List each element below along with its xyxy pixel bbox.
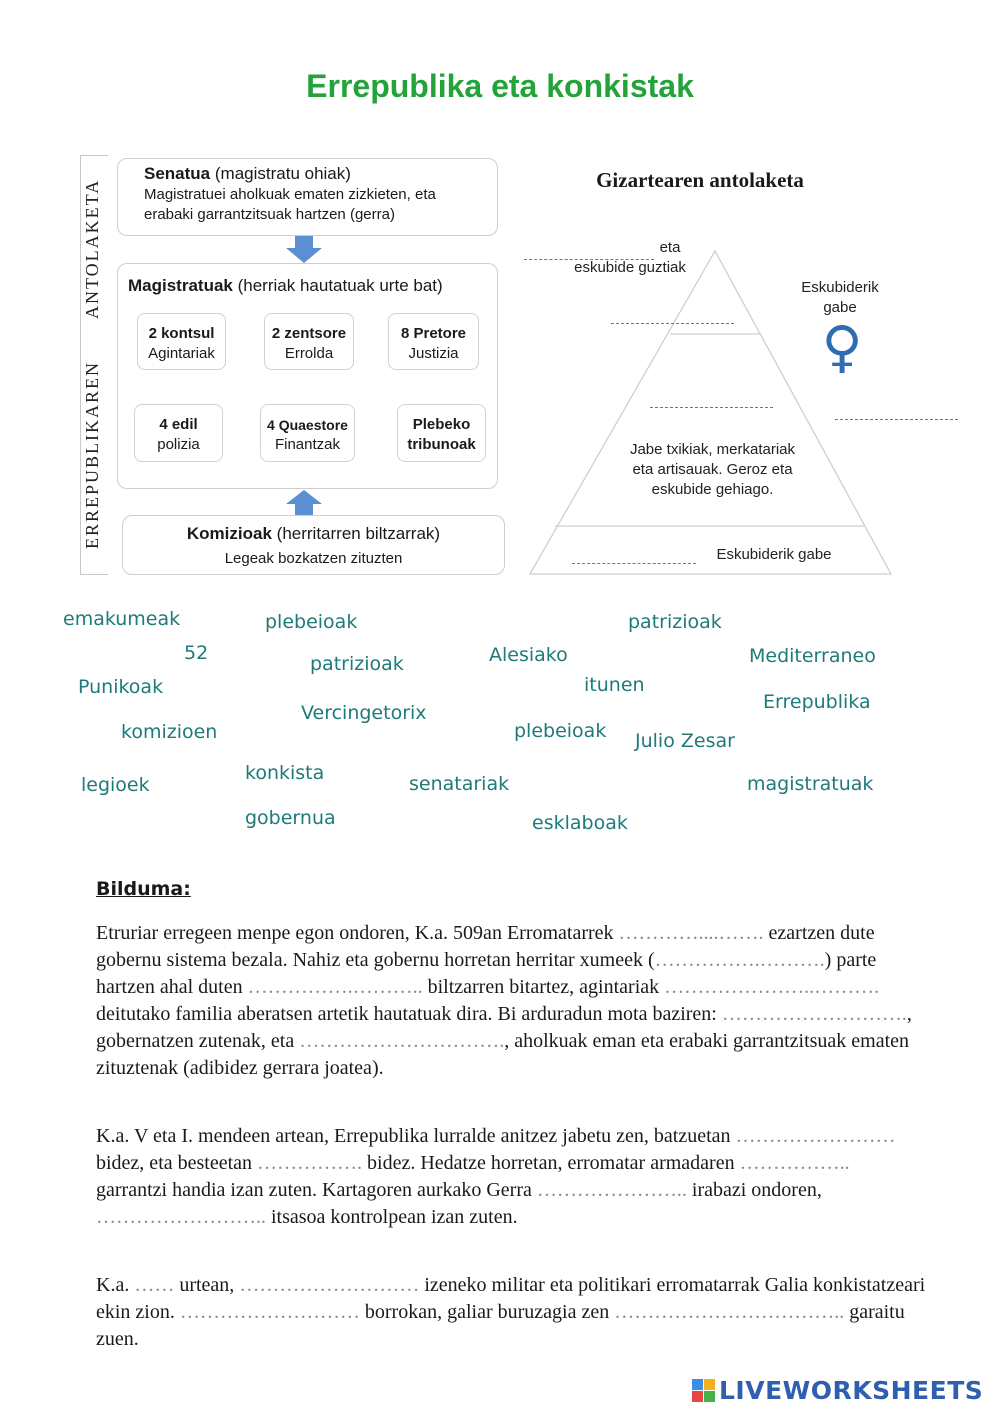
word-bank-item[interactable]: Vercingetorix bbox=[301, 702, 427, 724]
paragraph-text: itsasoa kontrolpean izan zuten. bbox=[266, 1206, 518, 1228]
answer-blank[interactable]: …………….……….. bbox=[247, 976, 428, 998]
pyramid-side-line1: Eskubiderik bbox=[801, 279, 879, 296]
pyramid-middle-line3: eskubide gehiago. bbox=[651, 481, 774, 498]
word-bank-item[interactable]: Julio Zesar bbox=[635, 730, 735, 752]
paragraph-text: ezartzen dute gobernu sistema bezala. Nahiz eta gobernu horretan herritar xumeek ( bbox=[96, 922, 875, 971]
magistrate-cell-title: 2 kontsul bbox=[148, 325, 215, 342]
paragraph-text: K.a. V eta I. mendeen artean, Errepublika lurralde anitzez jabetu zen, batzuetan bbox=[96, 1125, 736, 1147]
paragraph-text: izeneko militar eta politikari erromatarrak Galia konkistatzeari ekin zion. bbox=[96, 1274, 926, 1323]
magistrate-cell-sub: polizia bbox=[157, 436, 200, 453]
pyramid-top-line2: eskubide guztiak bbox=[574, 259, 686, 276]
word-bank-item[interactable]: plebeioak bbox=[265, 611, 358, 633]
magistrate-cell-sub: Justizia bbox=[408, 345, 459, 362]
answer-blank[interactable]: ………………………. bbox=[721, 1003, 907, 1025]
pyramid-bottom-text: Eskubiderik gabe bbox=[716, 546, 832, 563]
word-bank-item[interactable]: legioek bbox=[81, 774, 150, 796]
magistrate-cell bbox=[264, 313, 354, 370]
answer-blank[interactable]: ……………………… bbox=[239, 1274, 420, 1296]
answer-blank[interactable]: …………………..………. bbox=[664, 976, 880, 998]
magistrate-cell bbox=[137, 313, 226, 370]
pyramid-top-text bbox=[560, 238, 780, 278]
pyramid-middle-line2: eta artisauak. Geroz eta bbox=[632, 461, 793, 478]
arrow-down-icon bbox=[284, 236, 324, 264]
answer-blank[interactable]: ……………. bbox=[257, 1152, 363, 1174]
drop-target-pyramid-middle[interactable] bbox=[650, 407, 773, 408]
paragraph-text: garaitu zuen. bbox=[96, 1301, 905, 1350]
side-label-errepublikaren: ERREPUBLIKAREN bbox=[82, 361, 102, 550]
female-symbol-icon: ♀ bbox=[821, 315, 863, 380]
answer-blank[interactable]: ………………….. bbox=[536, 1179, 687, 1201]
paragraph-text: garrantzi handia izan zuten. Kartagoren aurkako Gerra bbox=[96, 1179, 537, 1201]
paragraph-text: borrokan, galiar buruzagia zen bbox=[359, 1301, 615, 1323]
bilduma-heading: Bilduma: bbox=[96, 878, 191, 900]
komizioak-description: Legeak bozkatzen zituzten bbox=[224, 550, 403, 567]
word-bank-item[interactable]: Alesiako bbox=[489, 644, 568, 666]
word-bank-item[interactable]: magistratuak bbox=[747, 773, 874, 795]
magistrate-cell-sub: tribunoak bbox=[407, 436, 476, 453]
bilduma-paragraph-2 bbox=[96, 1123, 916, 1231]
word-bank-item[interactable]: komizioen bbox=[121, 721, 218, 743]
word-bank-item[interactable]: esklaboak bbox=[532, 812, 628, 834]
paragraph-text: irabazi ondoren, bbox=[686, 1179, 822, 1201]
paragraph-text: ) parte hartzen ahal duten bbox=[96, 949, 877, 998]
magistratuak-name: Magistratuak bbox=[128, 276, 233, 295]
answer-blank[interactable]: …………....……. bbox=[618, 922, 764, 944]
logo-brand-text: LIVEWORKSHEETS bbox=[719, 1375, 984, 1405]
senatua-description bbox=[144, 185, 436, 225]
answer-blank[interactable]: …………………….. bbox=[96, 1206, 266, 1228]
pyramid-side-text bbox=[790, 278, 890, 318]
answer-blank[interactable]: …………….. bbox=[739, 1152, 850, 1174]
senatua-heading bbox=[144, 164, 351, 184]
word-bank-item[interactable]: senatariak bbox=[409, 773, 510, 795]
magistrate-cell bbox=[397, 404, 486, 462]
arrow-up-icon bbox=[284, 489, 324, 517]
magistrate-cell-sub: Finantzak bbox=[274, 436, 341, 453]
pyramid-middle-line1: Jabe txikiak, merkatariak bbox=[629, 441, 796, 458]
magistrate-cell-title: 8 Pretore bbox=[400, 325, 467, 342]
magistrate-cell-title: 4 edil bbox=[159, 416, 198, 433]
drop-target-side[interactable] bbox=[835, 419, 958, 420]
senatua-name: Senatua bbox=[144, 164, 211, 183]
bilduma-paragraph-1 bbox=[96, 920, 916, 1082]
paragraph-text: Etruriar erregeen menpe egon ondoren, K.a. 509an Erromatarrek bbox=[96, 922, 619, 944]
paragraph-text: urtean, bbox=[174, 1274, 240, 1296]
word-bank-item[interactable]: gobernua bbox=[245, 807, 336, 829]
magistratuak-note: (herriak hautatuak urte bat) bbox=[237, 276, 443, 295]
senatua-desc-line1: Magistratuei aholkuak ematen zizkieten, eta bbox=[144, 186, 436, 203]
magistrate-cell-sub: Errolda bbox=[284, 345, 334, 362]
komizioak-heading bbox=[123, 524, 504, 544]
drop-target-pyramid-bottom[interactable] bbox=[572, 563, 696, 564]
logo-grid-icon bbox=[692, 1379, 715, 1402]
pyramid-side-line2: gabe bbox=[823, 299, 857, 316]
pyramid-top-line1: eta bbox=[659, 239, 681, 256]
word-bank-item[interactable]: Punikoak bbox=[78, 676, 164, 698]
answer-blank[interactable]: …………….………. bbox=[654, 949, 825, 971]
answer-blank[interactable]: …………………… bbox=[735, 1125, 896, 1147]
word-bank-item[interactable]: patrizioak bbox=[310, 653, 404, 675]
senatua-note: (magistratu ohiak) bbox=[214, 164, 351, 183]
pyramid-title: Gizartearen antolaketa bbox=[596, 168, 804, 192]
paragraph-text: K.a. bbox=[96, 1274, 135, 1296]
paragraph-text: , aholkuak eman eta erabaki garrantzitsuak ematen zituztenak (adibidez gerrara joatea). bbox=[96, 1030, 910, 1079]
magistrate-cell bbox=[134, 404, 223, 462]
drop-target-pyramid-upper[interactable] bbox=[611, 323, 734, 324]
komizioak-panel bbox=[122, 515, 505, 575]
word-bank-item[interactable]: plebeioak bbox=[514, 720, 607, 742]
senatua-panel bbox=[117, 158, 498, 236]
word-bank-item[interactable]: konkista bbox=[245, 762, 325, 784]
magistrate-cell bbox=[388, 313, 479, 370]
word-bank-item[interactable]: Mediterraneo bbox=[749, 645, 876, 667]
answer-blank[interactable]: …………………………. bbox=[299, 1030, 505, 1052]
paragraph-text: bidez. Hedatze horretan, erromatar armadaren bbox=[362, 1152, 740, 1174]
word-bank-item[interactable]: Errepublika bbox=[763, 691, 871, 713]
paragraph-text: deitutako familia aberatsen artetik hautatuak dira. Bi arduradun mota baziren: bbox=[96, 1003, 722, 1025]
senatua-desc-line2: erabaki garrantzitsuak hartzen (gerra) bbox=[144, 206, 395, 223]
pyramid-middle-text bbox=[600, 440, 825, 500]
answer-blank[interactable]: …… bbox=[134, 1274, 175, 1296]
magistrate-cell-sub: Agintariak bbox=[148, 345, 215, 362]
word-bank-item[interactable]: 52 bbox=[184, 642, 209, 664]
word-bank-item[interactable]: emakumeak bbox=[63, 608, 181, 630]
drop-target-pyramid-top[interactable] bbox=[524, 259, 654, 260]
magistrate-cell bbox=[260, 404, 355, 462]
komizioak-name: Komizioak bbox=[186, 524, 272, 543]
page-title: Errepublika eta konkistak bbox=[306, 68, 694, 104]
magistrate-cell-title: Plebeko bbox=[412, 416, 471, 433]
komizioak-note: (herritarren biltzarrak) bbox=[276, 524, 441, 543]
word-bank-item[interactable]: patrizioak bbox=[628, 611, 722, 633]
magistrate-cell-title: 4 Quaestore bbox=[267, 417, 348, 433]
liveworksheets-logo[interactable] bbox=[692, 1375, 983, 1405]
answer-blank[interactable]: …………………………….. bbox=[614, 1301, 845, 1323]
paragraph-text: , gobernatzen zutenak, eta bbox=[96, 1003, 912, 1052]
side-label-antolaketa: ANTOLAKETA bbox=[82, 178, 102, 320]
magistratuak-heading bbox=[128, 276, 443, 296]
paragraph-text: biltzarren bitartez, agintariak bbox=[427, 976, 665, 998]
word-bank-item[interactable]: itunen bbox=[584, 674, 645, 696]
bilduma-paragraph-3 bbox=[96, 1272, 926, 1353]
answer-blank[interactable]: ……………………… bbox=[179, 1301, 360, 1323]
magistrate-cell-title: 2 zentsore bbox=[271, 325, 347, 342]
paragraph-text: bidez, eta besteetan bbox=[96, 1152, 258, 1174]
